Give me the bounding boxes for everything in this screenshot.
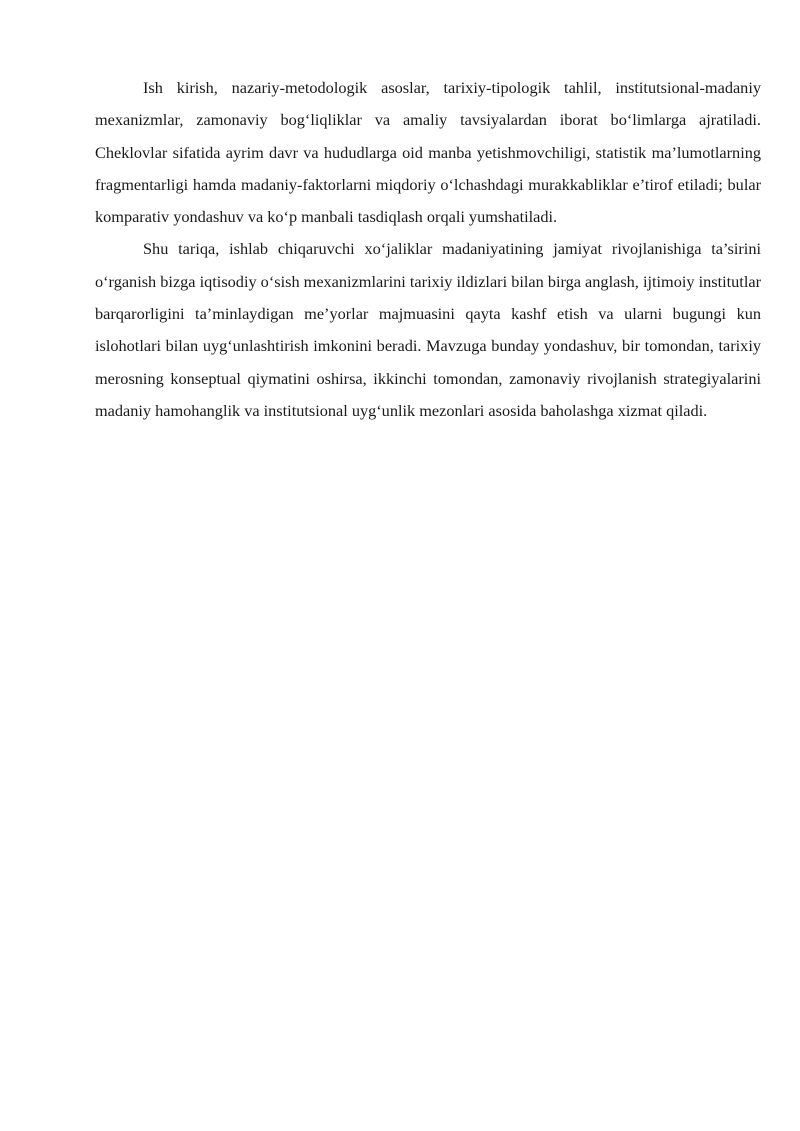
paragraph-1: Ish kirish, nazariy-metodologik asoslar, tarixiy-tipologik tahlil, institutsional-madaniy mexanizmlar, zamonaviy bog‘liqliklar va amaliy tavsiyalardan iborat bo‘limlarga ajratiladi. Cheklovlar sifatida ayrim davr va hududlarga oid manba yetishmovchiligi, statistik ma’lumotlarning fragmentarligi hamda madaniy-faktorlarni miqdoriy o‘lchashdagi murakkabliklar e’tirof etiladi; bular komparativ yondashuv va ko‘p manbali tasdiqlash orqali yumshatiladi. bbox=[95, 78, 761, 227]
document-body bbox=[95, 72, 761, 427]
paragraph-2: Shu tariqa, ishlab chiqaruvchi xo‘jaliklar madaniyatining jamiyat rivojlanishiga ta’sirini o‘rganish bizga iqtisodiy o‘sish mexanizmlarini tarixiy ildizlari bilan birga anglash, ijtimoiy institutlar barqarorligini ta’minlaydigan me’yorlar majmuasini qayta kashf etish va ularni bugungi kun islohotlari bilan uyg‘unlashtirish imkonini beradi. Mavzuga bunday yondashuv, bir tomondan, tarixiy merosning konseptual qiymatini oshirsa, ikkinchi tomondan, zamonaviy rivojlanish strategiyalarini madaniy hamohanglik va institutsional uyg‘unlik mezonlari asosida baholashga xizmat qiladi. bbox=[95, 239, 761, 420]
